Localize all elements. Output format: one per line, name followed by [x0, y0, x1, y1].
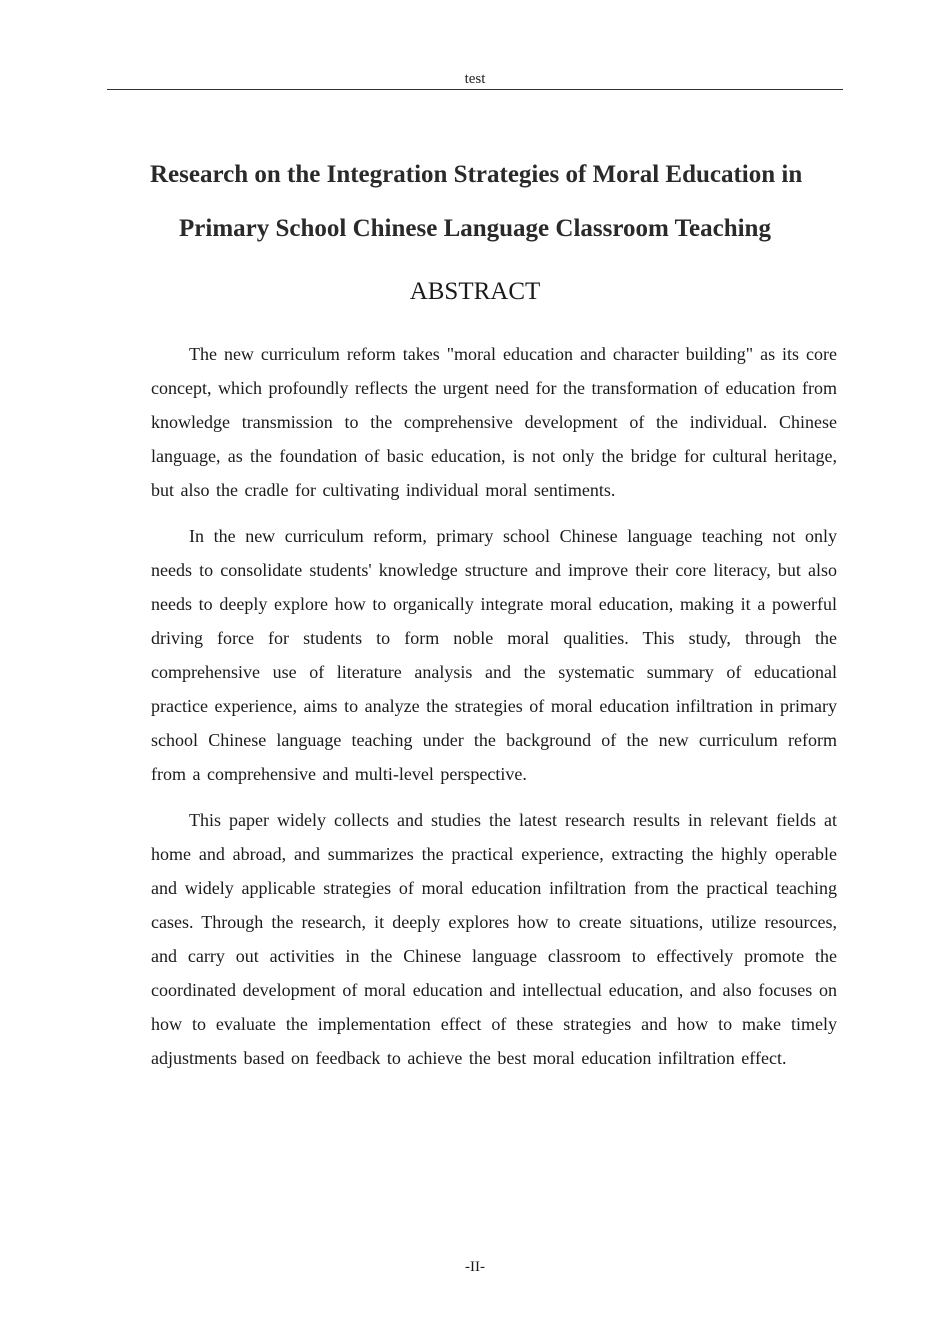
paper-title: [150, 148, 803, 256]
running-header: test: [464, 71, 486, 87]
abstract-paragraph-3: This paper widely collects and studies the latest research results in relevant fields at home and abroad, and summarizes the practical experience, extracting the highly operable and widely applicable strategies of moral education infiltration from the practical teaching cases. Through the research, it deeply explores how to create situations, utilize resources, and carry out activities in the Chinese language classroom to effectively promote the coordinated development of moral education and intellectual education, and also focuses on how to evaluate the implementation effect of these strategies and how to make timely adjustments based on feedback to achieve the best moral education infiltration effect.: [151, 810, 837, 1068]
title-line-1: Research on the Integration Strategies of Moral Education in: [150, 161, 803, 188]
header-rule: [107, 89, 843, 90]
abstract-body: [151, 337, 837, 1087]
abstract-paragraph-1: The new curriculum reform takes "moral education and character building" as its core concept, which profoundly reflects the urgent need for the transformation of education from knowledge transmission to the comprehensive development of the individual. Chinese language, as the foundation of basic education, is not only the bridge for cultural heritage, but also the cradle for cultivating individual moral sentiments.: [151, 344, 837, 500]
page-number: -II-: [465, 1259, 485, 1275]
abstract-heading: ABSTRACT: [409, 278, 541, 305]
abstract-paragraph-2: In the new curriculum reform, primary school Chinese language teaching not only needs to consolidate students' knowledge structure and improve their core literacy, but also needs to deeply explore how to organically integrate moral education, making it a powerful driving force for students to form noble moral qualities. This study, through the comprehensive use of literature analysis and the systematic summary of educational practice experience, aims to analyze the strategies of moral education infiltration in primary school Chinese language teaching under the background of the new curriculum reform from a comprehensive and multi-level perspective.: [151, 526, 837, 784]
title-line-2: Primary School Chinese Language Classroom Teaching: [179, 215, 771, 242]
